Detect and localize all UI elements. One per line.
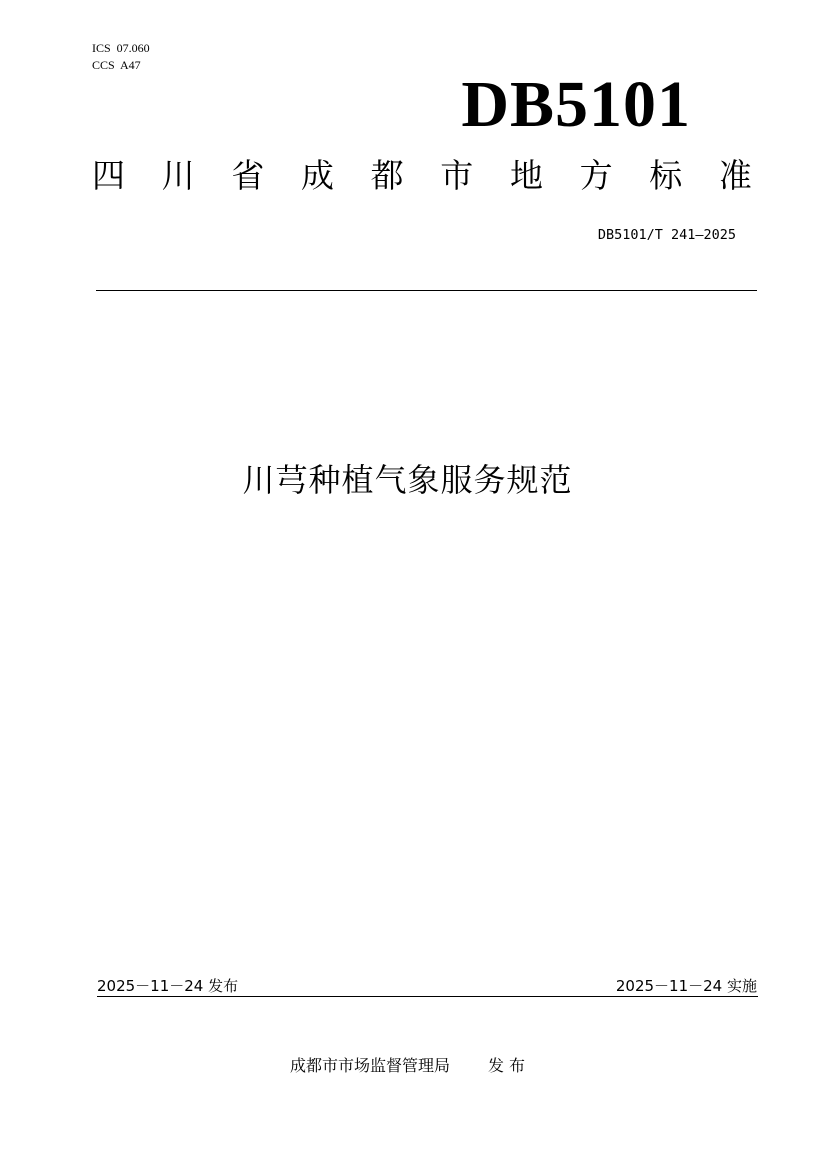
standard-type-char: 成 — [300, 156, 334, 195]
standard-type-char: 川 — [161, 156, 195, 195]
standard-type-char: 地 — [509, 156, 543, 195]
standard-type-char: 四 — [92, 156, 125, 195]
standard-type-char: 都 — [370, 156, 404, 195]
bottom-divider — [97, 996, 758, 997]
issuer-line — [0, 1055, 815, 1077]
standard-type-char: 省 — [231, 156, 265, 195]
standard-type-char: 方 — [579, 156, 613, 195]
standard-number: DB5101/T 241—2025 — [597, 227, 736, 243]
date-row — [97, 976, 757, 996]
classification-codes — [92, 40, 150, 74]
standard-type-char: 市 — [440, 156, 474, 195]
issuer-action: 发 布 — [487, 1056, 526, 1075]
ccs-code: CCS A47 — [92, 58, 141, 72]
top-divider — [96, 290, 757, 291]
release-date: 2025－11－24 发布 — [97, 977, 239, 995]
issuer-name: 成都市市场监督管理局 — [289, 1056, 450, 1075]
standard-type-char: 准 — [718, 156, 752, 195]
standard-type-heading — [92, 156, 752, 196]
implementation-date: 2025－11－24 实施 — [615, 977, 757, 995]
standard-type-char: 标 — [649, 156, 683, 195]
document-title: 川芎种植气象服务规范 — [242, 461, 573, 499]
standard-logo: DB5101 — [461, 68, 691, 141]
ics-code: ICS 07.060 — [92, 41, 150, 55]
